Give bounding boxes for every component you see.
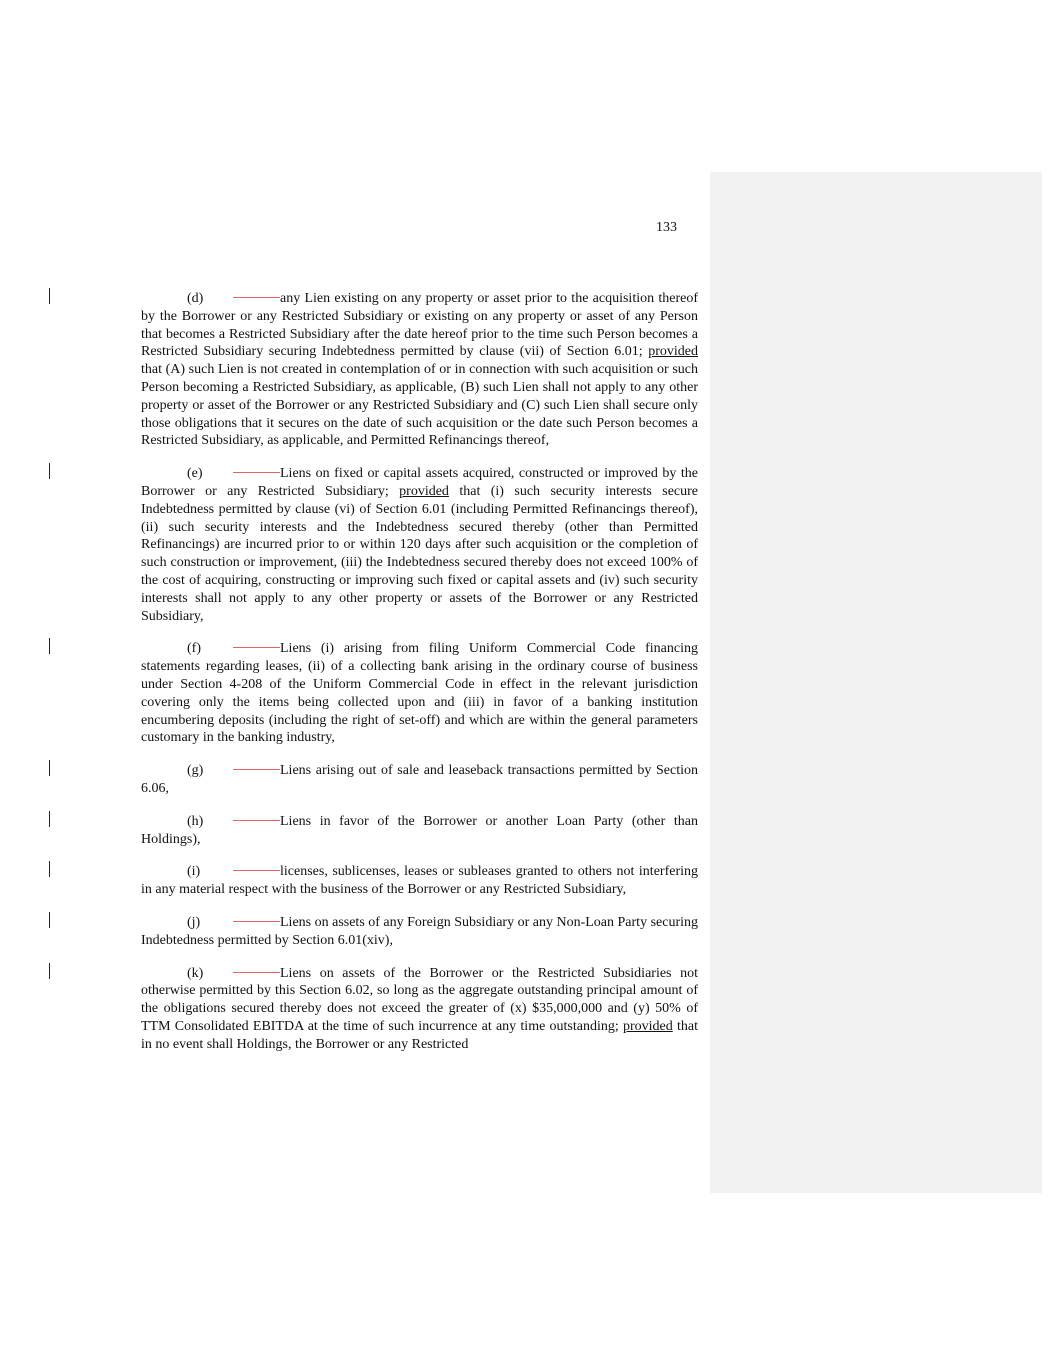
- clause-d: [141, 290, 698, 450]
- change-bar: [49, 861, 50, 877]
- clause-text-continued: that (i) such security interests secure Indebtedness permitted by clause (vi) of Section 6.01 (including Permitted Refinancings thereof), (ii) such security interests and the Indebtedness secured thereby (other than Permitted Refinancings) are incurred prior to or within 120 days after such acquisition or the completion of such construction or improvement, (iii) the Indebtedness secured thereby does not exceed 100% of the cost of acquiring, constructing or improving such fixed or capital assets and (iv) such security interests shall not apply to any other property or assets of the Borrower or any Restricted Subsidiary,: [141, 483, 699, 624]
- tracked-change-tab: [233, 972, 280, 973]
- tracked-change-tab: [233, 647, 280, 648]
- clause-label: (d): [187, 291, 204, 306]
- change-bar: [49, 912, 50, 928]
- clause-text: Liens in favor of the Borrower or another Loan Party (other than Holdings),: [141, 813, 698, 847]
- tracked-change-tab: [233, 472, 280, 473]
- clause-text: Liens on assets of any Foreign Subsidiary or any Non-Loan Party securing Indebtedness permitted by Section 6.01(xiv),: [141, 914, 698, 948]
- clause-f: [141, 640, 698, 747]
- tracked-change-tab: [233, 870, 280, 871]
- clause-label: (j): [187, 914, 201, 930]
- change-bar: [49, 811, 50, 827]
- clause-text: Liens on assets of the Borrower or the Restricted Subsidiaries not otherwise permitted by this Section 6.02, so long as the aggregate outstanding principal amount of the obligations secured thereby does not exceed the greater of (x) $35,000,000 and (y) 50% of TTM Consolidated EBITDA at the time of such incurrence at any time outstanding;: [141, 965, 698, 1034]
- clause-label: (f): [187, 641, 201, 657]
- clause-text: Liens arising out of sale and leaseback transactions permitted by Section 6.06,: [141, 763, 698, 796]
- change-bar: [49, 638, 50, 654]
- provided-term: provided: [623, 1018, 673, 1034]
- tracked-change-tab: [233, 820, 280, 821]
- tracked-change-tab: [233, 921, 280, 922]
- clause-text: Liens on fixed or capital assets acquired, constructed or improved by the Borrower or any Restricted Subsidiary;: [141, 466, 698, 499]
- clause-label: (h): [187, 813, 204, 829]
- clause-k: [141, 965, 698, 1054]
- clause-e: [141, 465, 698, 625]
- clause-label: (k): [187, 965, 204, 981]
- clause-label: (g): [187, 763, 204, 779]
- change-bar: [49, 963, 50, 979]
- tracked-change-tab: [233, 297, 280, 298]
- provided-term: provided: [648, 344, 698, 360]
- clause-text: any Lien existing on any property or asset prior to the acquisition thereof by the Borrower or any Restricted Subsidiary or existing on any property or asset of any Person that becomes a Restricted Subsidiary after the date hereof prior to the time such Person becomes a Restricted Subsidiary securing Indebtedness permitted by clause (vii) of Section 6.01;: [141, 291, 698, 360]
- clause-label: (i): [187, 864, 201, 880]
- clause-text-continued: that (A) such Lien is not created in contemplation of or in connection with such acquisition or such Person becoming a Restricted Subsidiary, as applicable, (B) such Lien shall not apply to any other property or asset of the Borrower or any Restricted Subsidiary and (C) such Lien shall secure only those obligations that it secures on the date of such acquisition or the date such Person becomes a Restricted Subsidiary, as applicable, and Permitted Refinancings thereof,: [141, 362, 698, 449]
- clause-text: licenses, sublicenses, leases or subleases granted to others not interfering in any material respect with the business of the Borrower or any Restricted Subsidiary,: [141, 864, 698, 898]
- page-number: 133: [656, 220, 677, 235]
- provided-term: provided: [399, 483, 449, 499]
- change-bar: [49, 288, 50, 304]
- tracked-change-tab: [233, 769, 280, 770]
- clause-j: [141, 914, 698, 950]
- clause-i: [141, 863, 698, 899]
- document-body: [141, 290, 698, 1068]
- change-bar: [49, 760, 50, 776]
- clause-text-continued: that in no event shall Holdings, the Borrower or any Restricted: [141, 1018, 698, 1052]
- clause-text: Liens (i) arising from filing Uniform Commercial Code financing statements regarding leases, (ii) of a collecting bank arising in the ordinary course of business under Section 4-208 of the Uniform Commercial Code in effect in the relevant jurisdiction covering only the items being collected upon and (iii) in favor of a banking institution encumbering deposits (including the right of set-off) and which are within the general parameters customary in the banking industry,: [141, 641, 698, 746]
- clause-label: (e): [187, 466, 203, 482]
- comment-pane: [710, 172, 1042, 1193]
- clause-g: [141, 762, 698, 798]
- change-bar: [49, 463, 50, 479]
- clause-h: [141, 813, 698, 849]
